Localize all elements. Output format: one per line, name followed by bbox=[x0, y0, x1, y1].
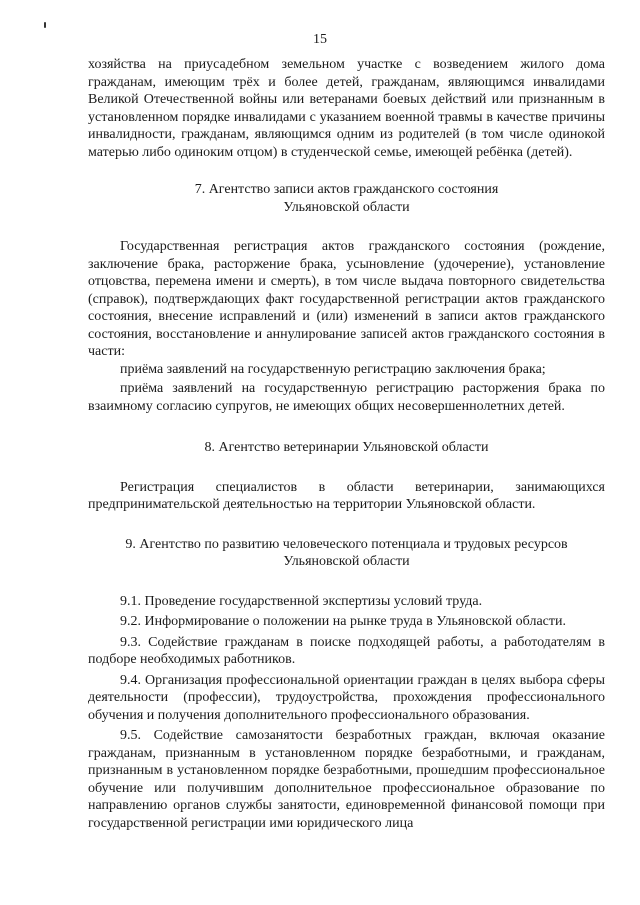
margin-mark bbox=[44, 22, 46, 28]
section-9-title-line-2: Ульяновской области bbox=[283, 554, 410, 569]
section-8-title: 8. Агентство ветеринарии Ульяновской области bbox=[204, 440, 489, 455]
section-9-item-5: 9.5. Содействие самозанятости безработных граждан, включая оказание гражданам, признанным в установленном порядке безработными, и гражданам, признанным в установленном порядке безработными, прошедшим профессиональное обучение или получившим дополнительное профессиональное образование по направлению органов службы занятости, единовременной финансовой помощи при государственной регистрации ими юридического лица bbox=[88, 728, 605, 831]
section-9-heading bbox=[88, 536, 605, 571]
section-8-paragraph: Регистрация специалистов в области ветеринарии, занимающихся предпринимательской деятельностью на территории Ульяновской области. bbox=[88, 479, 605, 512]
section-7-title-line-2: Ульяновской области bbox=[283, 199, 410, 215]
section-7-heading bbox=[88, 181, 605, 216]
page-number: 15 bbox=[313, 32, 327, 47]
section-7-paragraph: Государственная регистрация актов гражданского состояния (рождение, заключение брака, расторжение брака, усыновление (удочерение), установление отцовства, перемена имени и смерть), в том числе выдача повторного свидетельства (справок), подтверждающих факт государственной регистрации актов гражданского состояния, внесение исправлений и (или) изменений в записи актов гражданского состояния, восстановление и аннулирование записей актов гражданского состояния в части: bbox=[88, 239, 605, 359]
document-body bbox=[88, 56, 605, 832]
section-8-heading bbox=[88, 439, 605, 457]
intro-paragraph: хозяйства на приусадебном земельном участке с возведением жилого дома гражданам, имеющим трёх и более детей, гражданам, являющимся инвалидами Великой Отечественной войны или ветеранами боевых действий или признанным в установленном порядке инвалидами с указанием военной травмы в качестве причины инвалидности, гражданам, являющимся одним из родителей (в том числе одинокой матерью либо одиноким отцом) в студенческой семье, имеющей ребёнка (детей). bbox=[88, 57, 605, 160]
section-9-item-2: 9.2. Информирование о положении на рынке труда в Ульяновской области. bbox=[120, 614, 566, 629]
section-9-item-3: 9.3. Содействие гражданам в поиске подходящей работы, а работодателям в подборе необходимых работников. bbox=[88, 634, 605, 667]
section-7-item-1: приёма заявлений на государственную регистрацию заключения брака; bbox=[120, 361, 546, 377]
section-9-title-line-1: 9. Агентство по развитию человеческого потенциала и трудовых ресурсов bbox=[125, 536, 568, 552]
section-7-item-2: приёма заявлений на государственную регистрацию расторжения брака по взаимному согласию супругов, не имеющих общих несовершеннолетних детей. bbox=[88, 381, 605, 414]
section-9-item-4: 9.4. Организация профессиональной ориентации граждан в целях выбора сферы деятельности (профессии), трудоустройства, прохождения профессионального обучения и получения дополнительного профессионального образования. bbox=[88, 672, 605, 723]
section-7-title-line-1: 7. Агентство записи актов гражданского состояния bbox=[194, 182, 499, 197]
section-9-item-1: 9.1. Проведение государственной экспертизы условий труда. bbox=[120, 593, 483, 609]
